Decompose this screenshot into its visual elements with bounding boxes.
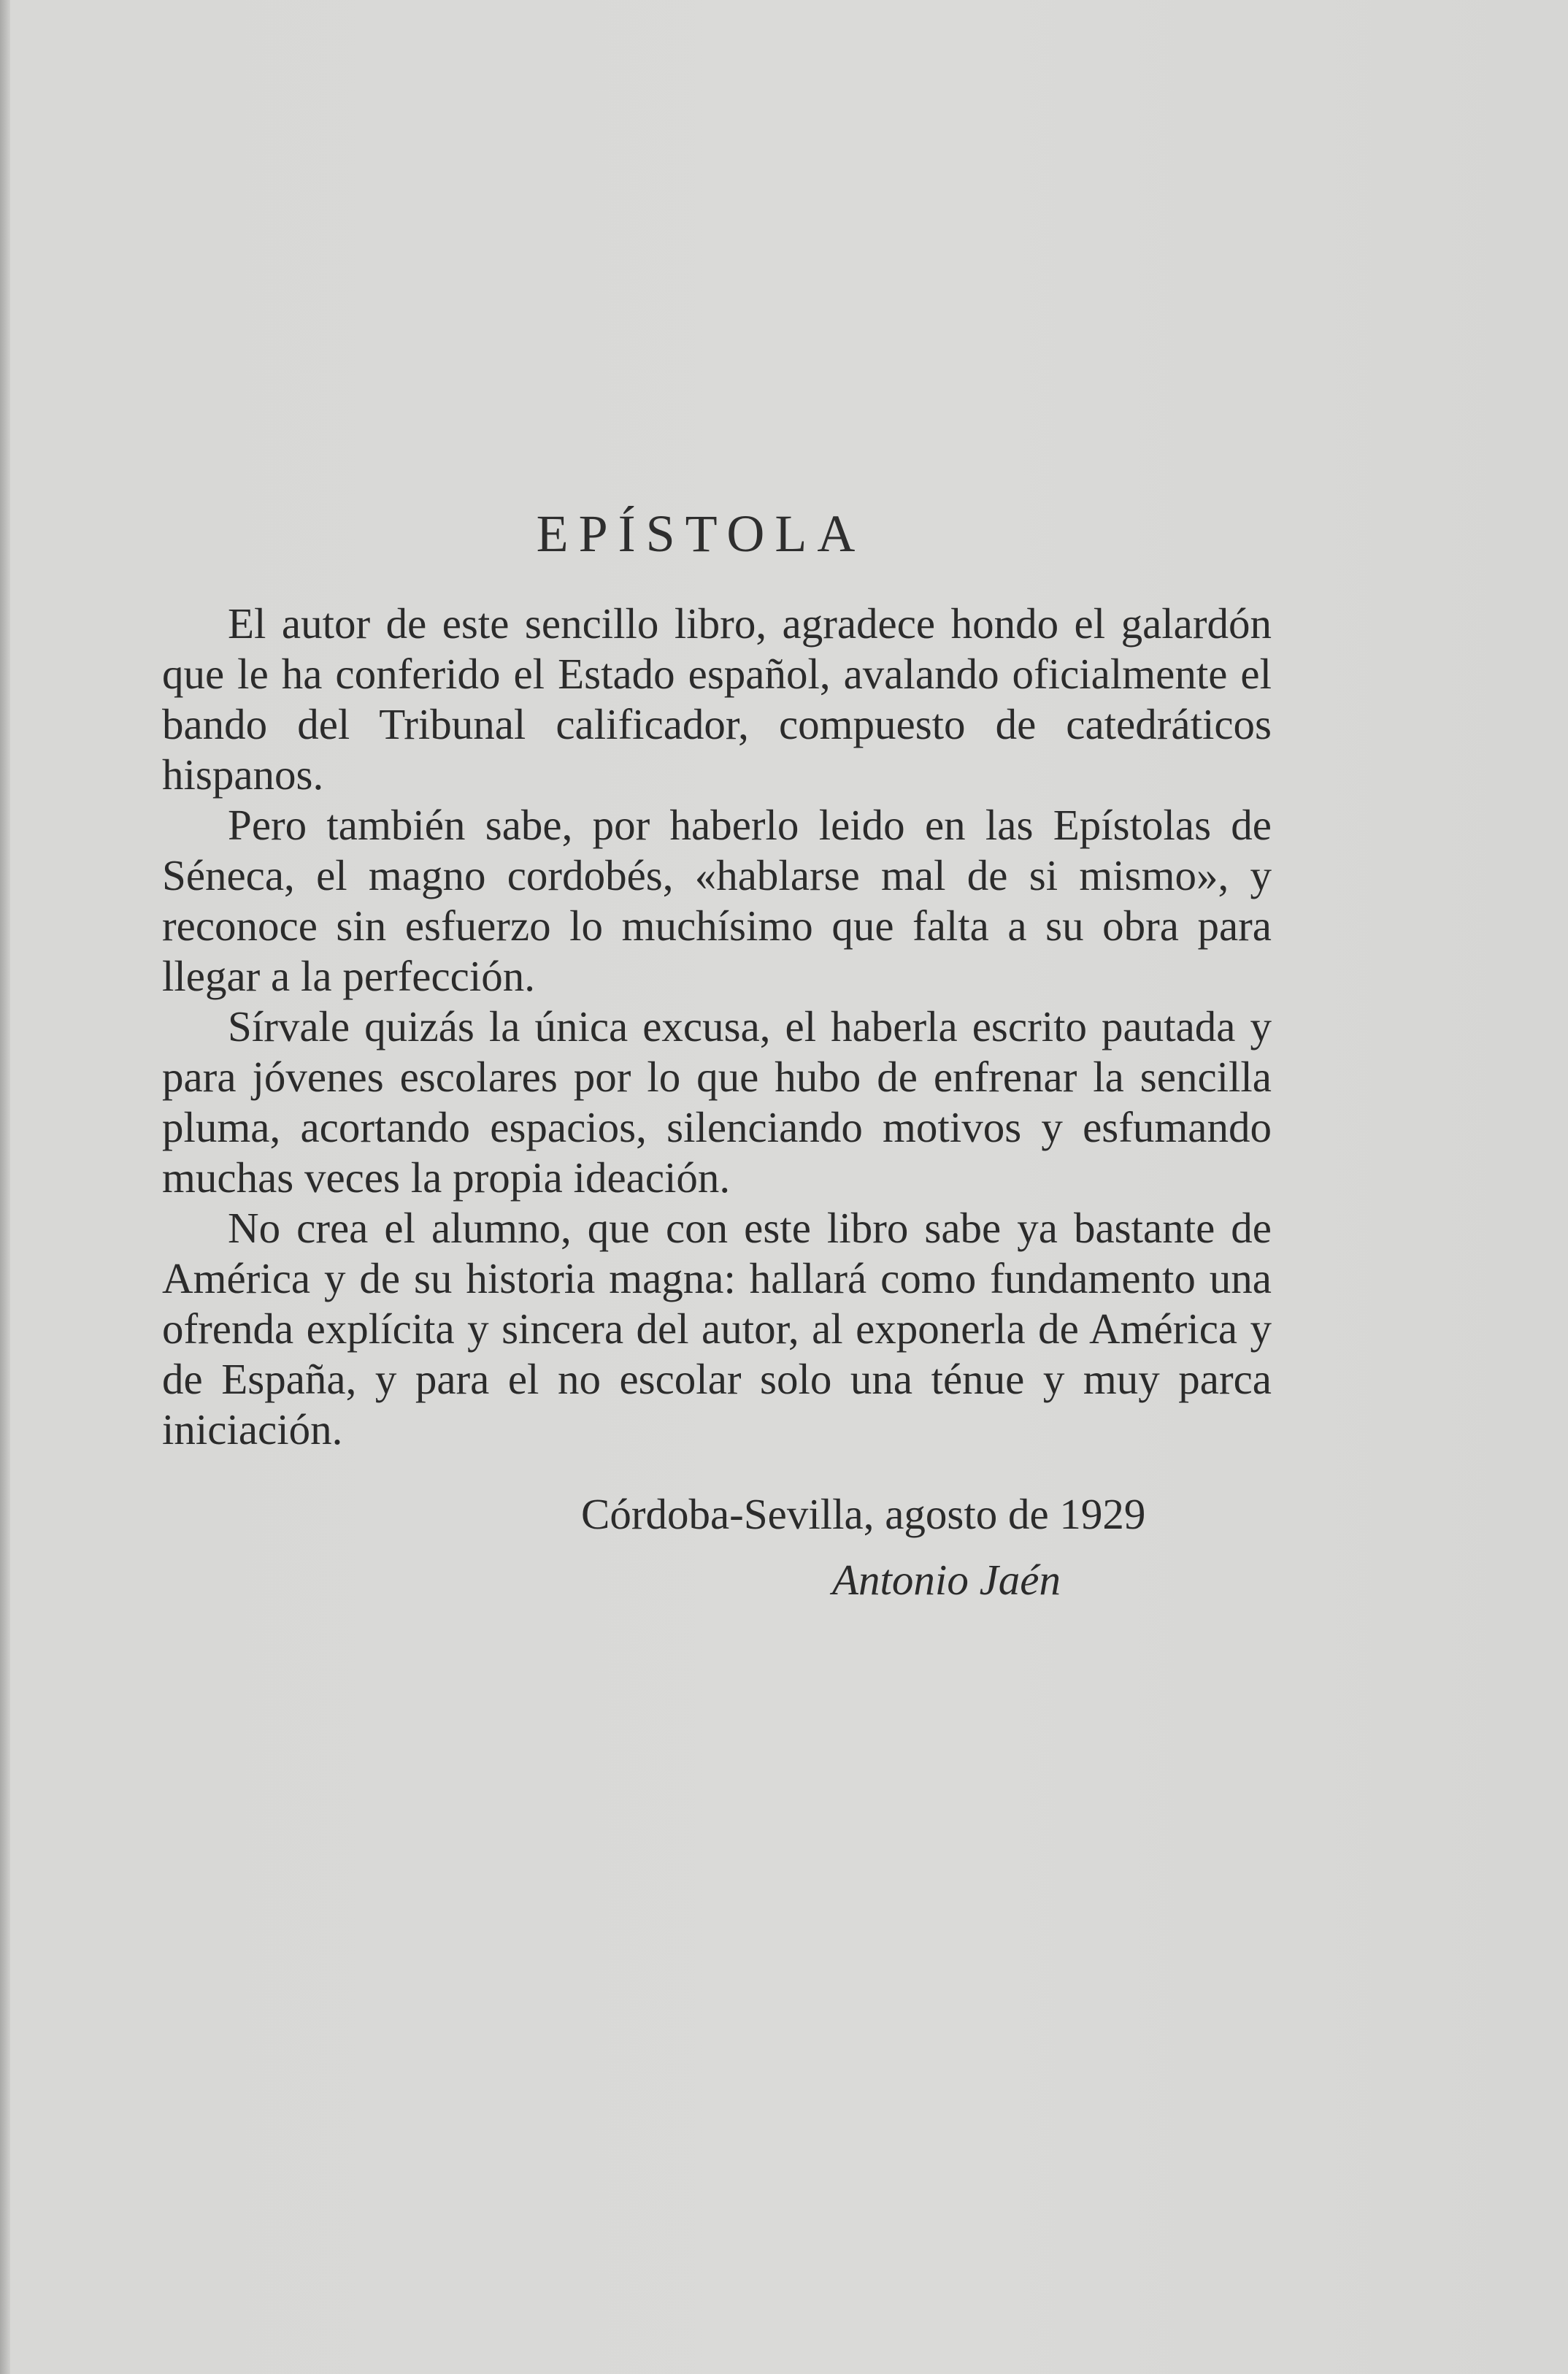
page-title: EPÍSTOLA [536,504,866,563]
author-signature: Antonio Jaén [832,1556,1061,1604]
paragraph-1: El autor de este sencillo libro, agradece hondo el galardón que le ha conferido el Estado español, avalando oficialmente el bando del Tribunal calificador, compuesto de catedráticos hispanos. [162,599,1272,799]
paragraph-4: No crea el alumno, que con este libro sabe ya bastante de América y de su historia magna: hallará como fundamento una ofrenda explícita y sincera del autor, al exponerla de América y de España, y para el no escolar solo una ténue y muy parca iniciación. [162,1204,1272,1453]
paragraph-2: Pero también sabe, por haberlo leido en las Epístolas de Séneca, el magno cordobés, «hablarse mal de si mismo», y reconoce sin esfuerzo lo muchísimo que falta a su obra para llegar a la perfección. [162,801,1272,1000]
epistle-body [162,599,1272,1455]
place-and-date: Córdoba-Sevilla, agosto de 1929 [581,1490,1146,1538]
page-binding-edge [0,0,10,2374]
paragraph-3: Sírvale quizás la única excusa, el haberla escrito pautada y para jóvenes escolares por lo que hubo de enfrenar la sencilla pluma, acortando espacios, silenciando motivos y esfumando muchas veces la propia ideación. [162,1002,1272,1202]
